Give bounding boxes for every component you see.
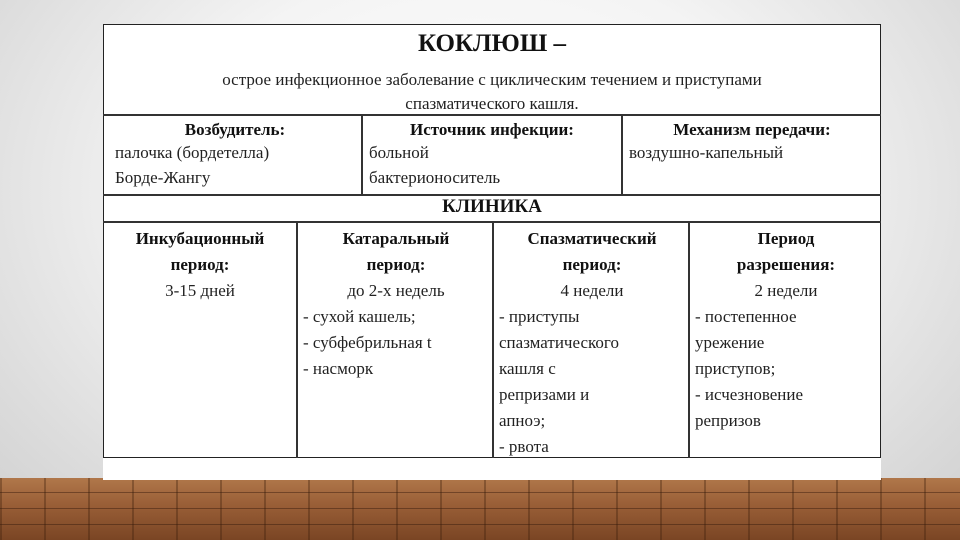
list-item: - рвота [499,437,549,456]
pathogen-heading: Возбудитель: [184,120,286,139]
divider-info-col1 [361,114,363,194]
period-resolution [695,226,877,434]
pathogen-line-1: палочка (бордетелла) [115,143,270,162]
list-item: спазматического [499,333,619,352]
divider-period-col2 [492,221,494,458]
list-item: апноэ; [499,411,546,430]
source-line-1: больной [369,143,429,162]
list-item: репризов [695,411,761,430]
pathogen-cell [115,120,355,190]
period-incubation [107,226,293,304]
divider-period-col3 [688,221,690,458]
source-heading: Источник инфекции: [410,120,574,139]
slide-title: КОКЛЮШ – [417,30,567,57]
transmission-cell [629,120,875,165]
pathogen-line-2: Борде-Жангу [115,168,211,187]
period-incubation-duration: 3-15 дней [165,281,235,300]
subtitle-line-1: острое инфекционное заболевание с циклическим течением и приступами [222,70,762,89]
period-spasmodic-head1: Спазматический [527,229,657,248]
subtitle-line-2: спазматического кашля. [405,94,579,113]
list-item: репризами и [499,385,590,404]
transmission-heading: Механизм передачи: [673,120,831,139]
transmission-line-1: воздушно-капельный [629,143,784,162]
source-cell [369,120,615,190]
period-catarrhal-head2: период: [366,255,426,274]
list-item: урежение [695,333,765,352]
period-incubation-head2: период: [170,255,230,274]
period-catarrhal [303,226,489,382]
period-spasmodic-symptoms [499,304,685,460]
period-catarrhal-head1: Катаральный [342,229,450,248]
period-resolution-symptoms [695,304,877,434]
period-spasmodic-duration: 4 недели [560,281,624,300]
clinic-heading: КЛИНИКА [442,196,542,217]
period-spasmodic-head2: период: [562,255,622,274]
divider-header [103,114,881,116]
wooden-floor [0,478,960,540]
source-line-2: бактерионоситель [369,168,501,187]
period-catarrhal-duration: до 2-х недель [347,281,445,300]
period-catarrhal-symptoms [303,304,489,382]
list-item: - приступы [499,307,580,326]
list-item: приступов; [695,359,776,378]
divider-period-col1 [296,221,298,458]
period-resolution-head1: Период [757,229,815,248]
period-spasmodic [499,226,685,460]
list-item: - сухой кашель; [303,307,416,326]
list-item: - насморк [303,359,374,378]
list-item: - постепенное [695,307,797,326]
list-item: - исчезновение [695,385,804,404]
period-incubation-head1: Инкубационный [135,229,265,248]
list-item: - субфебрильная t [303,333,432,352]
period-resolution-head2: разрешения: [736,255,836,274]
list-item: кашля с [499,359,556,378]
slide-subtitle [123,68,861,116]
slide-card [103,24,881,480]
period-resolution-duration: 2 недели [754,281,818,300]
divider-info-col2 [621,114,623,194]
